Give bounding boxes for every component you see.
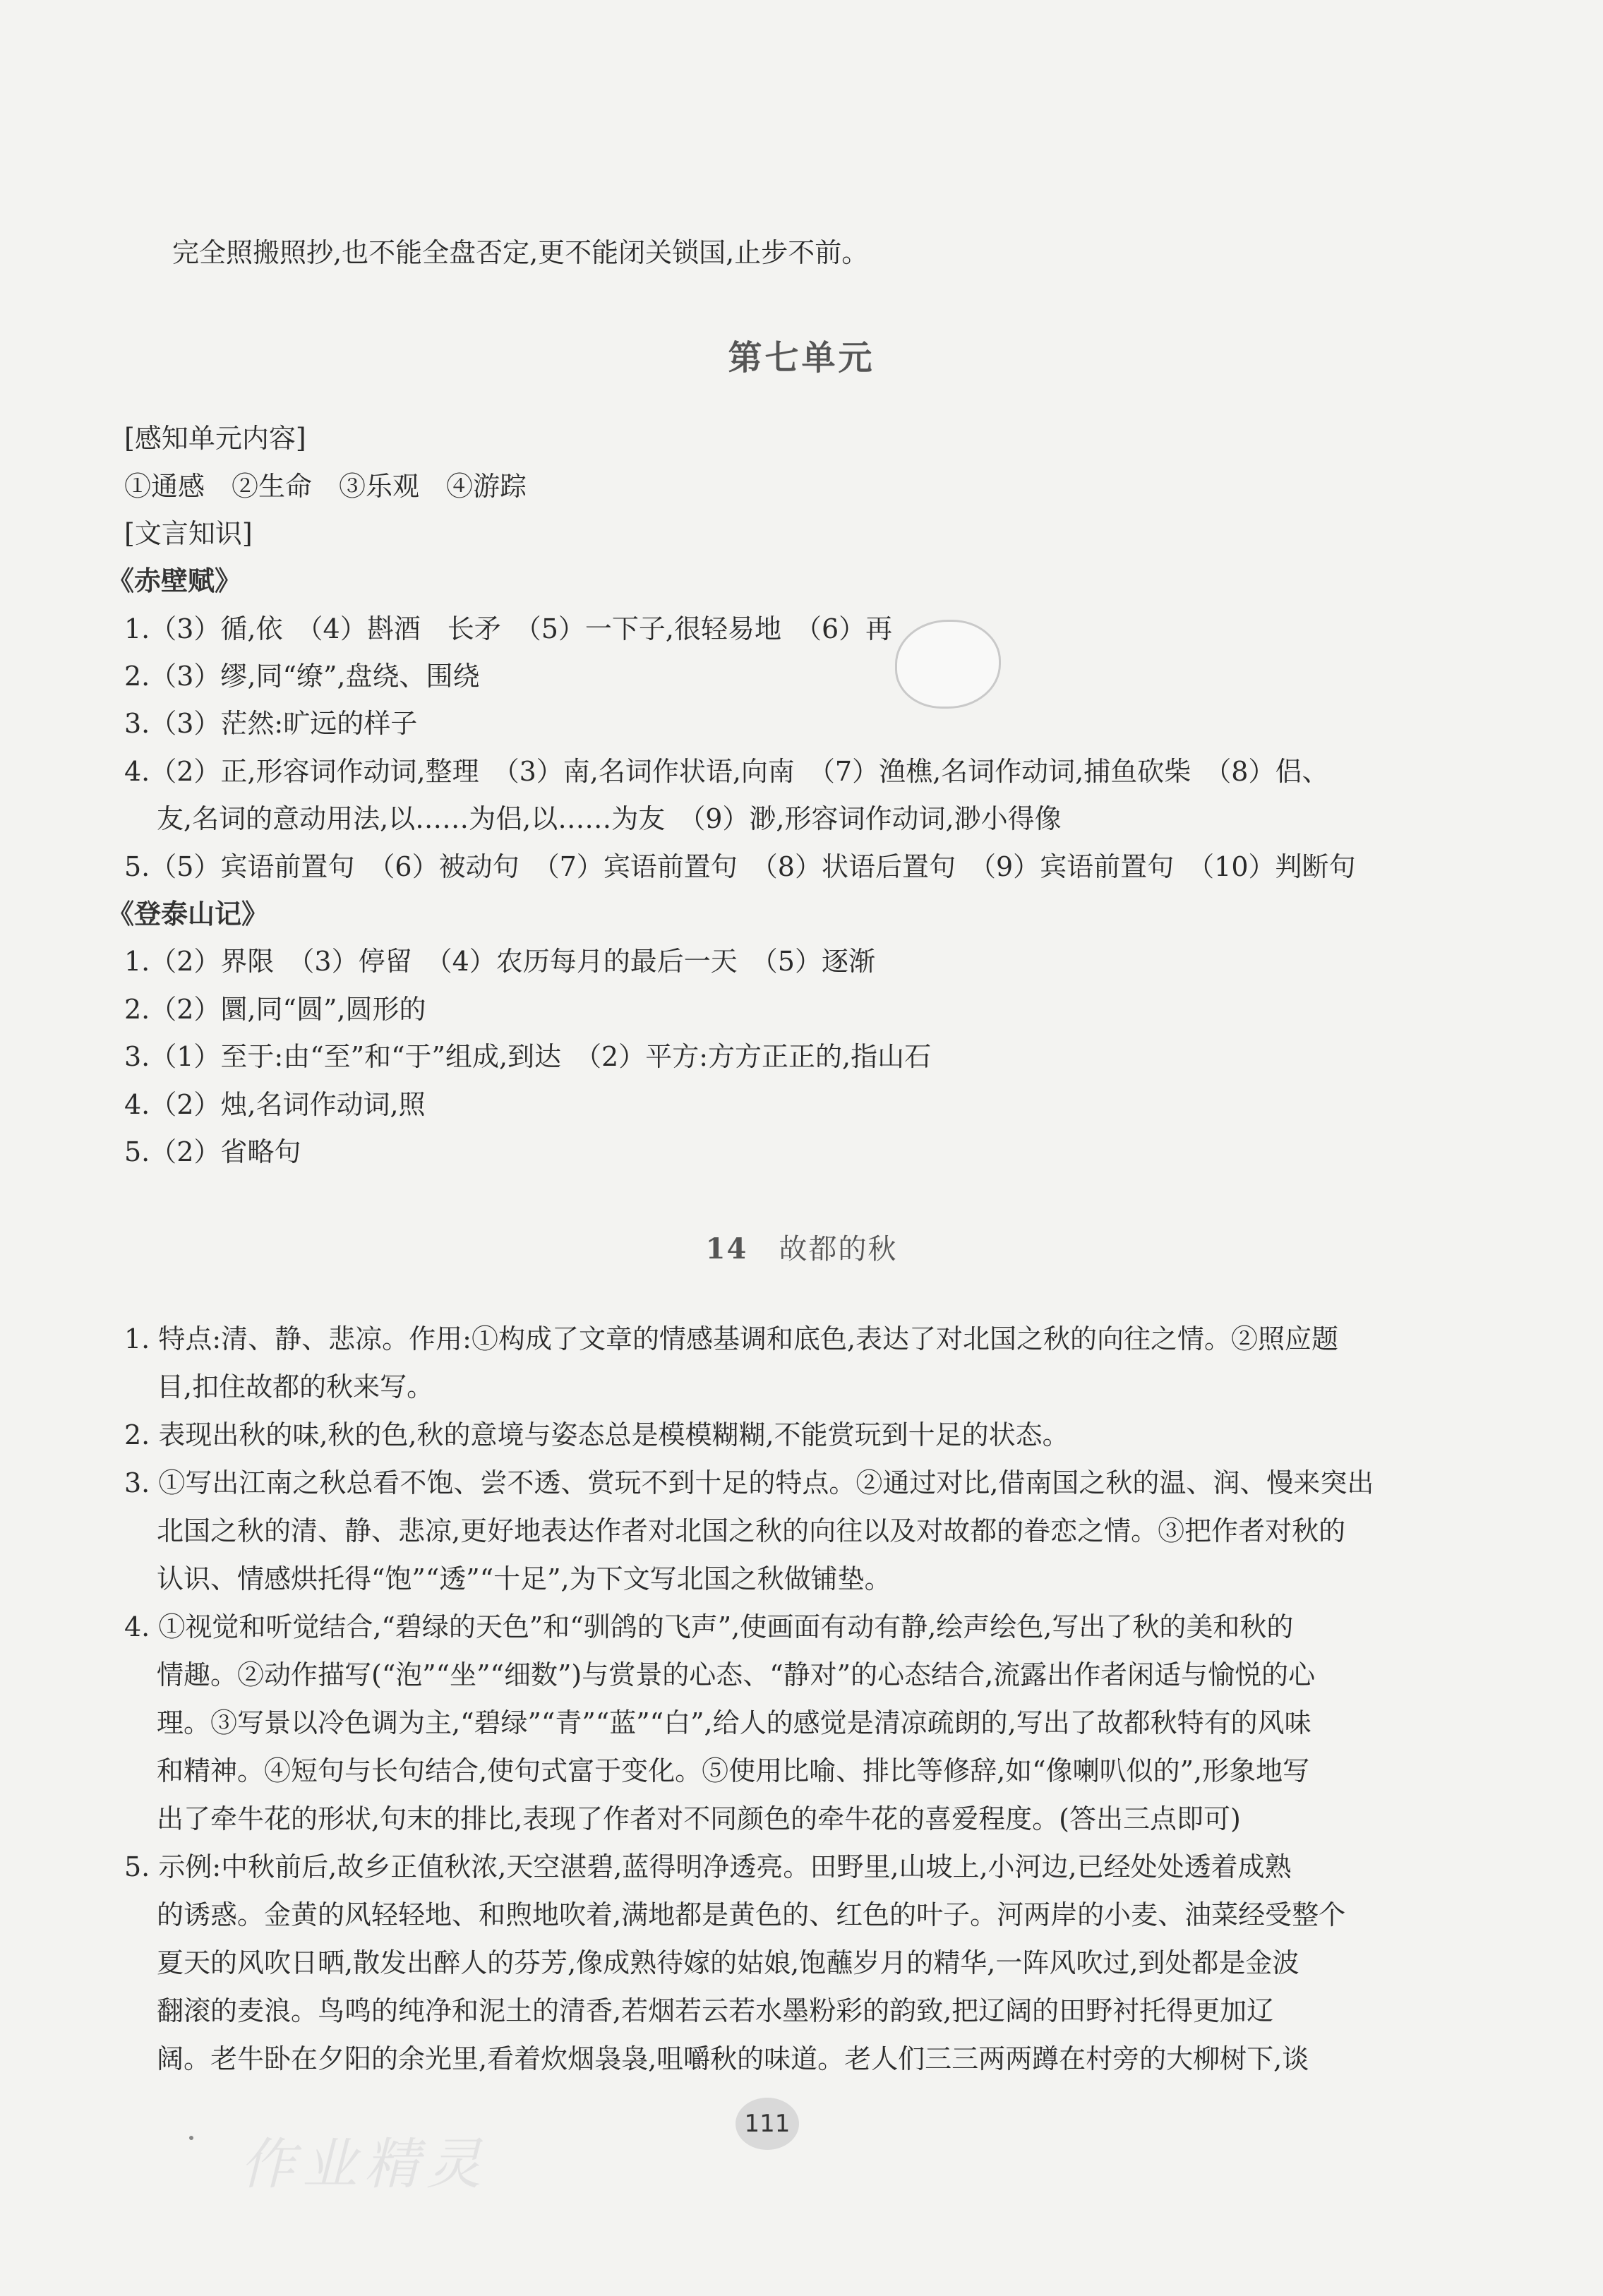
lesson-name: 故都的秋 (779, 1233, 898, 1266)
list-item: 翻滚的麦浪。鸟鸣的纯净和泥土的清香,若烟若云若水墨粉彩的韵致,把辽阔的田野衬托得更加辽 (157, 1995, 1274, 2026)
list-item: 的诱惑。金黄的风轻轻地、和煦地吹着,满地都是黄色的、红色的叶子。河两岸的小麦、油菜经受整个 (157, 1899, 1346, 1930)
stamp-image (895, 620, 1001, 709)
list-item: 4. ①视觉和听觉结合,“碧绿的天色”和“驯鸽的飞声”,使画面有动有静,绘声绘色,写出了秋的美和秋的 (124, 1611, 1294, 1642)
list-item: ①通感 ②生命 ③乐观 ④游踪 (124, 471, 527, 502)
list-item: 2.（3）缪,同“缭”,盘绕、围绕 (124, 661, 480, 692)
lesson-title (0, 1227, 1603, 1267)
list-item: 认识、情感烘托得“饱”“透”“十足”,为下文写北国之秋做铺垫。 (157, 1563, 891, 1594)
list-item: 2.（2）圜,同“圆”,圆形的 (124, 994, 426, 1025)
list-item: 2. 表现出秋的味,秋的色,秋的意境与姿态总是模模糊糊,不能赏玩到十足的状态。 (124, 1419, 1069, 1450)
list-item: 友,名词的意动用法,以……为侣,以……为友 （9）渺,形容词作动词,渺小得像 (157, 803, 1062, 834)
page-number: 111 (736, 2098, 799, 2150)
list-item: 夏天的风吹日晒,散发出醉人的芬芳,像成熟待嫁的姑娘,饱蘸岁月的精华,一阵风吹过,到处都是金波 (157, 1947, 1299, 1978)
list-item: 1.（3）循,依 （4）斟酒 长矛 （5）一下子,很轻易地 （6）再 (124, 613, 893, 644)
list-item: 3.（1）至于:由“至”和“于”组成,到达 （2）平方:方方正正的,指山石 (124, 1041, 932, 1072)
list-item: 3.（3）茫然:旷远的样子 (124, 708, 418, 739)
subsection-title: 《登泰山记》 (107, 898, 269, 930)
section-tag: [感知单元内容] (124, 423, 306, 454)
list-item: 和精神。④短句与长句结合,使句式富于变化。⑤使用比喻、排比等修辞,如“像喇叭似的”,形象地写 (157, 1755, 1310, 1786)
unit-title: 第七单元 (728, 338, 875, 378)
subsection-title: 《赤壁赋》 (107, 565, 242, 596)
list-item: 北国之秋的清、静、悲凉,更好地表达作者对北国之秋的向往以及对故都的眷恋之情。③把作者对秋的 (157, 1515, 1346, 1546)
list-item: 阔。老牛卧在夕阳的余光里,看着炊烟袅袅,咀嚼秋的味道。老人们三三两两蹲在村旁的大柳树下,谈 (157, 2043, 1309, 2074)
intro-line: 完全照搬照抄,也不能全盘否定,更不能闭关锁国,止步不前。 (172, 237, 869, 268)
list-item: 目,扣住故都的秋来写。 (157, 1371, 434, 1402)
list-item: 3. ①写出江南之秋总看不饱、尝不透、赏玩不到十足的特点。②通过对比,借南国之秋的温、润、慢来突出 (124, 1467, 1374, 1498)
list-item: 4.（2）正,形容词作动词,整理 （3）南,名词作状语,向南 （7）渔樵,名词作动词,捕鱼砍柴 （8）侣、 (124, 756, 1329, 787)
list-item: 出了牵牛花的形状,句末的排比,表现了作者对不同颜色的牵牛花的喜爱程度。(答出三点即可) (157, 1803, 1241, 1834)
list-item: 5.（5）宾语前置句 （6）被动句 （7）宾语前置句 （8）状语后置句 （9）宾语前置句 （10）判断句 (124, 851, 1356, 882)
lesson-number: 14 (705, 1232, 748, 1266)
list-item: 1.（2）界限 （3）停留 （4）农历每月的最后一天 （5）逐渐 (124, 946, 875, 977)
list-item: 1. 特点:清、静、悲凉。作用:①构成了文章的情感基调和底色,表达了对北国之秋的向往之情。②照应题 (124, 1323, 1339, 1354)
list-item: 5. 示例:中秋前后,故乡正值秋浓,天空湛碧,蓝得明净透亮。田野里,山坡上,小河边,已经处处透着成熟 (124, 1851, 1292, 1882)
list-item: 情趣。②动作描写(“泡”“坐”“细数”)与赏景的心态、“静对”的心态结合,流露出作者闲适与愉悦的心 (157, 1659, 1316, 1690)
list-item: 5.（2）省略句 (124, 1136, 301, 1167)
section-tag: [文言知识] (124, 518, 253, 549)
decorative-dot (189, 2136, 193, 2140)
list-item: 4.（2）烛,名词作动词,照 (124, 1089, 426, 1120)
list-item: 理。③写景以冷色调为主,“碧绿”“青”“蓝”“白”,给人的感觉是清凉疏朗的,写出了故都秋特有的风味 (157, 1707, 1311, 1738)
watermark-text: 作业精灵 (240, 2133, 489, 2196)
